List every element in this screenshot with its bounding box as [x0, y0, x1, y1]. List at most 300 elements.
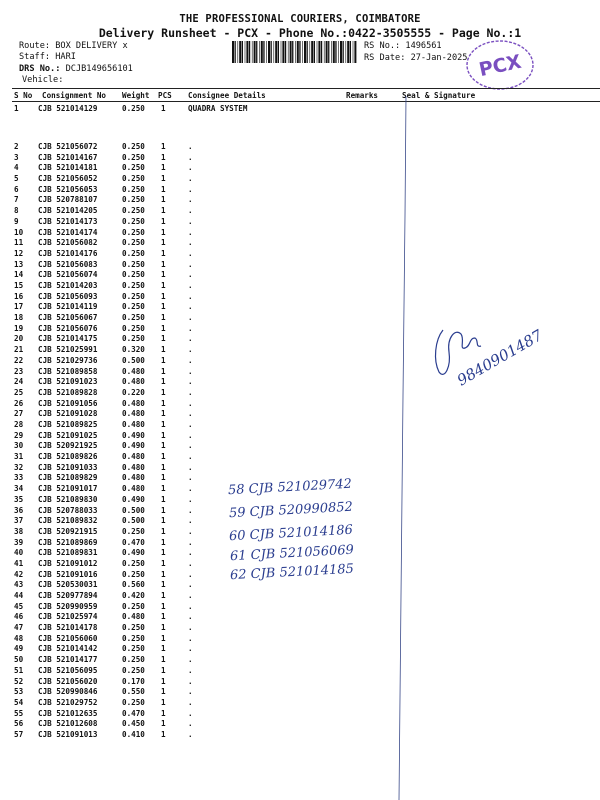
- cell-sno: 48: [14, 633, 24, 643]
- cell-consignment-no: CJB 521014129: [38, 104, 98, 113]
- cell-weight: 0.470: [122, 537, 145, 547]
- cell-weight: 0.250: [122, 174, 145, 184]
- cell-sno: 44: [14, 591, 24, 600]
- cell-weight: 0.500: [122, 355, 145, 365]
- cell-consignee: .: [188, 313, 193, 322]
- cell-weight: 0.480: [122, 409, 145, 419]
- cell-pcs: 1: [161, 174, 166, 184]
- cell-weight: 0.250: [122, 302, 145, 312]
- cell-sno: 50: [14, 655, 24, 665]
- cell-consignee: .: [188, 697, 193, 707]
- runsheet-subtitle: Delivery Runsheet - PCX - Phone No.:0422-3505555 - Page No.:1: [98, 26, 522, 40]
- cell-pcs: 1: [161, 633, 166, 643]
- cell-consignment-no: CJB 521025974: [38, 612, 98, 622]
- cell-pcs: 1: [161, 281, 166, 290]
- cell-sno: 24: [14, 377, 24, 387]
- cell-pcs: 1: [161, 152, 166, 162]
- cell-consignee: .: [188, 537, 193, 547]
- cell-sno: 6: [14, 184, 19, 194]
- cell-pcs: 1: [161, 142, 166, 151]
- cell-weight: 0.560: [122, 580, 145, 590]
- cell-consignment-no: CJB 521014177: [38, 655, 98, 665]
- cell-consignee: .: [188, 473, 193, 483]
- cell-consignment-no: CJB 521056020: [38, 676, 98, 686]
- signature-number: 9840901487: [454, 326, 546, 390]
- cell-pcs: 1: [161, 409, 166, 419]
- cell-sno: 53: [14, 687, 24, 697]
- cell-sno: 22: [14, 355, 24, 365]
- handwritten-entry: 58 CJB 521029742: [227, 476, 353, 499]
- cell-weight: 0.480: [122, 473, 145, 483]
- cell-consignment-no: CJB 520977894: [38, 591, 98, 600]
- pcx-stamp: [462, 35, 538, 95]
- cell-sno: 2: [14, 142, 19, 151]
- cell-sno: 28: [14, 419, 24, 429]
- cell-pcs: 1: [161, 387, 166, 397]
- cell-sno: 54: [14, 697, 24, 707]
- cell-pcs: 1: [161, 676, 166, 686]
- cell-weight: 0.250: [122, 569, 145, 579]
- cell-weight: 0.250: [122, 184, 145, 194]
- cell-consignment-no: CJB 521014176: [38, 248, 98, 258]
- cell-consignee: .: [188, 302, 193, 312]
- cell-consignment-no: CJB 521056052: [38, 174, 98, 184]
- cell-consignment-no: CJB 521014174: [38, 227, 98, 237]
- cell-consignment-no: CJB 521089828: [38, 387, 98, 397]
- cell-weight: 0.480: [122, 484, 145, 494]
- cell-consignee: .: [188, 569, 193, 579]
- cell-pcs: 1: [161, 104, 166, 113]
- cell-consignment-no: CJB 521056074: [38, 270, 98, 280]
- cell-consignment-no: CJB 521089826: [38, 452, 98, 461]
- cell-sno: 34: [14, 484, 24, 494]
- cell-consignment-no: CJB 521091013: [38, 729, 98, 739]
- cell-weight: 0.250: [122, 601, 145, 611]
- cell-pcs: 1: [161, 516, 166, 526]
- cell-sno: 11: [14, 238, 24, 248]
- cell-consignment-no: CJB 521056082: [38, 238, 98, 248]
- cell-sno: 19: [14, 323, 24, 333]
- cell-consignment-no: CJB 520788107: [38, 195, 98, 205]
- cell-sno: 26: [14, 398, 24, 408]
- cell-consignee: .: [188, 377, 193, 387]
- col-consignee: Consignee Details: [188, 91, 266, 100]
- cell-weight: 0.490: [122, 494, 145, 504]
- cell-sno: 17: [14, 302, 24, 312]
- cell-sno: 30: [14, 441, 24, 451]
- cell-sno: 21: [14, 345, 24, 355]
- cell-consignment-no: CJB 521091028: [38, 409, 98, 419]
- barcode-image: [232, 41, 358, 63]
- cell-weight: 0.490: [122, 430, 145, 440]
- cell-consignment-no: CJB 521012635: [38, 708, 98, 718]
- cell-consignee: .: [188, 462, 193, 472]
- cell-weight: 0.250: [122, 558, 145, 568]
- cell-weight: 0.250: [122, 323, 145, 333]
- cell-sno: 37: [14, 516, 24, 526]
- cell-consignee: .: [188, 484, 193, 494]
- cell-pcs: 1: [161, 548, 166, 558]
- cell-consignee: .: [188, 281, 193, 290]
- cell-weight: 0.250: [122, 259, 145, 269]
- cell-pcs: 1: [161, 355, 166, 365]
- cell-consignment-no: CJB 521014181: [38, 163, 98, 173]
- cell-consignment-no: CJB 521056067: [38, 313, 98, 322]
- cell-consignment-no: CJB 521014173: [38, 216, 98, 226]
- cell-pcs: 1: [161, 270, 166, 280]
- cell-consignment-no: CJB 520788033: [38, 505, 98, 515]
- cell-consignment-no: CJB 521014178: [38, 623, 98, 632]
- cell-consignee: .: [188, 142, 193, 151]
- cell-weight: 0.250: [122, 665, 145, 675]
- cell-weight: 0.500: [122, 516, 145, 526]
- stamp-text: PCX: [477, 50, 524, 82]
- cell-pcs: 1: [161, 655, 166, 665]
- handwritten-entry: 60 CJB 521014186: [228, 522, 354, 545]
- cell-consignment-no: CJB 521025991: [38, 345, 98, 355]
- cell-consignee: .: [188, 355, 193, 365]
- cell-sno: 43: [14, 580, 24, 590]
- cell-weight: 0.250: [122, 216, 145, 226]
- cell-consignee: .: [188, 238, 193, 248]
- cell-consignee: .: [188, 184, 193, 194]
- cell-pcs: 1: [161, 163, 166, 173]
- cell-pcs: 1: [161, 452, 166, 461]
- cell-weight: 0.250: [122, 270, 145, 280]
- cell-pcs: 1: [161, 419, 166, 429]
- cell-pcs: 1: [161, 334, 166, 344]
- cell-consignment-no: CJB 521014167: [38, 152, 98, 162]
- cell-pcs: 1: [161, 323, 166, 333]
- drs-value: DCJB149656101: [65, 64, 133, 74]
- receiver-signature: [425, 300, 565, 390]
- cell-sno: 7: [14, 195, 19, 205]
- cell-consignee: .: [188, 270, 193, 280]
- cell-sno: 55: [14, 708, 24, 718]
- cell-consignment-no: CJB 521014119: [38, 302, 98, 312]
- cell-pcs: 1: [161, 591, 166, 600]
- cell-pcs: 1: [161, 313, 166, 322]
- cell-consignee: .: [188, 216, 193, 226]
- cell-sno: 4: [14, 163, 19, 173]
- cell-consignee: .: [188, 419, 193, 429]
- cell-weight: 0.250: [122, 238, 145, 248]
- cell-consignee: .: [188, 152, 193, 162]
- cell-weight: 0.250: [122, 334, 145, 344]
- cell-pcs: 1: [161, 569, 166, 579]
- vehicle-text: Vehicle:: [22, 75, 64, 85]
- cell-consignment-no: CJB 521091033: [38, 462, 98, 472]
- cell-weight: 0.250: [122, 152, 145, 162]
- cell-pcs: 1: [161, 697, 166, 707]
- cell-sno: 15: [14, 281, 24, 290]
- cell-weight: 0.490: [122, 548, 145, 558]
- cell-consignment-no: CJB 521014203: [38, 281, 98, 290]
- cell-consignee: .: [188, 708, 193, 718]
- cell-sno: 18: [14, 313, 24, 322]
- cell-sno: 16: [14, 291, 24, 301]
- cell-consignee: .: [188, 558, 193, 568]
- cell-weight: 0.250: [122, 281, 145, 290]
- cell-sno: 41: [14, 558, 24, 568]
- cell-pcs: 1: [161, 537, 166, 547]
- cell-consignment-no: CJB 521056083: [38, 259, 98, 269]
- cell-consignment-no: CJB 521056060: [38, 633, 98, 643]
- cell-consignee: .: [188, 441, 193, 451]
- col-weight: Weight: [122, 91, 150, 100]
- cell-consignment-no: CJB 521012608: [38, 719, 98, 729]
- cell-consignee: .: [188, 259, 193, 269]
- cell-consignment-no: CJB 521091012: [38, 558, 98, 568]
- cell-pcs: 1: [161, 377, 166, 387]
- col-seal-signature: Seal & Signature: [402, 91, 476, 100]
- cell-pcs: 1: [161, 473, 166, 483]
- cell-weight: 0.250: [122, 655, 145, 665]
- cell-pcs: 1: [161, 601, 166, 611]
- cell-consignment-no: CJB 521091016: [38, 569, 98, 579]
- cell-consignee: QUADRA SYSTEM: [188, 104, 248, 113]
- handwritten-entry: 59 CJB 520990852: [228, 499, 353, 522]
- cell-weight: 0.480: [122, 377, 145, 387]
- cell-pcs: 1: [161, 259, 166, 269]
- cell-consignee: .: [188, 248, 193, 258]
- route-text: Route: BOX DELIVERY x: [19, 41, 128, 51]
- cell-sno: 33: [14, 473, 24, 483]
- cell-sno: 56: [14, 719, 24, 729]
- cell-pcs: 1: [161, 430, 166, 440]
- cell-consignee: .: [188, 409, 193, 419]
- cell-weight: 0.320: [122, 345, 145, 355]
- cell-sno: 10: [14, 227, 24, 237]
- cell-consignment-no: CJB 521029736: [38, 355, 98, 365]
- cell-consignment-no: CJB 521091056: [38, 398, 98, 408]
- cell-consignee: .: [188, 163, 193, 173]
- cell-sno: 52: [14, 676, 24, 686]
- staff-text: Staff: HARI: [19, 52, 76, 62]
- cell-weight: 0.420: [122, 591, 145, 600]
- cell-pcs: 1: [161, 665, 166, 675]
- cell-consignment-no: CJB 521091023: [38, 377, 98, 387]
- cell-pcs: 1: [161, 623, 166, 632]
- cell-weight: 0.480: [122, 419, 145, 429]
- cell-weight: 0.470: [122, 708, 145, 718]
- cell-pcs: 1: [161, 526, 166, 536]
- cell-sno: 29: [14, 430, 24, 440]
- cell-consignment-no: CJB 520921915: [38, 526, 98, 536]
- cell-consignee: .: [188, 505, 193, 515]
- cell-sno: 51: [14, 665, 24, 675]
- cell-sno: 49: [14, 644, 24, 654]
- cell-pcs: 1: [161, 462, 166, 472]
- cell-consignment-no: CJB 521014142: [38, 644, 98, 654]
- cell-consignee: .: [188, 623, 193, 632]
- rs-number: RS No.: 1496561: [364, 41, 442, 51]
- cell-pcs: 1: [161, 580, 166, 590]
- cell-weight: 0.220: [122, 387, 145, 397]
- cell-consignment-no: CJB 521089858: [38, 366, 98, 376]
- cell-consignee: .: [188, 580, 193, 590]
- col-sno: S No: [14, 91, 33, 100]
- cell-consignee: .: [188, 633, 193, 643]
- cell-consignee: .: [188, 729, 193, 739]
- cell-pcs: 1: [161, 206, 166, 216]
- cell-consignment-no: CJB 520921925: [38, 441, 98, 451]
- cell-consignee: .: [188, 227, 193, 237]
- cell-consignment-no: CJB 521014205: [38, 206, 98, 216]
- cell-consignee: .: [188, 345, 193, 355]
- cell-consignment-no: CJB 521014175: [38, 334, 98, 344]
- cell-sno: 1: [14, 104, 19, 113]
- cell-sno: 36: [14, 505, 24, 515]
- cell-pcs: 1: [161, 729, 166, 739]
- cell-pcs: 1: [161, 612, 166, 622]
- col-consignment: Consignment No: [42, 91, 107, 100]
- cell-weight: 0.250: [122, 104, 145, 113]
- cell-consignee: .: [188, 719, 193, 729]
- cell-consignment-no: CJB 521056053: [38, 184, 98, 194]
- cell-consignee: .: [188, 526, 193, 536]
- cell-consignment-no: CJB 520990959: [38, 601, 98, 611]
- cell-sno: 3: [14, 152, 19, 162]
- cell-consignee: .: [188, 366, 193, 376]
- header-rule-top: [12, 88, 600, 89]
- cell-sno: 32: [14, 462, 24, 472]
- cell-consignment-no: CJB 521056076: [38, 323, 98, 333]
- cell-weight: 0.250: [122, 623, 145, 632]
- cell-sno: 25: [14, 387, 24, 397]
- cell-consignee: .: [188, 665, 193, 675]
- cell-consignee: .: [188, 494, 193, 504]
- cell-pcs: 1: [161, 366, 166, 376]
- cell-pcs: 1: [161, 291, 166, 301]
- cell-consignee: .: [188, 398, 193, 408]
- cell-consignment-no: CJB 521091025: [38, 430, 98, 440]
- cell-consignee: .: [188, 291, 193, 301]
- cell-consignee: .: [188, 687, 193, 697]
- cell-consignment-no: CJB 520990846: [38, 687, 98, 697]
- cell-sno: 57: [14, 729, 24, 739]
- cell-sno: 45: [14, 601, 24, 611]
- cell-pcs: 1: [161, 494, 166, 504]
- rs-date: RS Date: 27-Jan-2025: [364, 53, 468, 63]
- cell-weight: 0.410: [122, 729, 145, 739]
- cell-sno: 12: [14, 248, 24, 258]
- cell-consignment-no: CJB 521056093: [38, 291, 98, 301]
- cell-pcs: 1: [161, 687, 166, 697]
- cell-pcs: 1: [161, 238, 166, 248]
- cell-sno: 39: [14, 537, 24, 547]
- cell-weight: 0.170: [122, 676, 145, 686]
- cell-weight: 0.480: [122, 452, 145, 461]
- cell-weight: 0.480: [122, 366, 145, 376]
- cell-consignee: .: [188, 387, 193, 397]
- cell-consignment-no: CJB 521089832: [38, 516, 98, 526]
- cell-sno: 31: [14, 452, 24, 461]
- cell-weight: 0.250: [122, 633, 145, 643]
- signature-column-line: [396, 96, 412, 800]
- cell-pcs: 1: [161, 345, 166, 355]
- cell-pcs: 1: [161, 558, 166, 568]
- cell-sno: 42: [14, 569, 24, 579]
- cell-pcs: 1: [161, 644, 166, 654]
- cell-sno: 5: [14, 174, 19, 184]
- cell-weight: 0.250: [122, 291, 145, 301]
- cell-pcs: 1: [161, 441, 166, 451]
- cell-sno: 9: [14, 216, 19, 226]
- cell-pcs: 1: [161, 227, 166, 237]
- cell-consignee: .: [188, 612, 193, 622]
- cell-sno: 46: [14, 612, 24, 622]
- cell-sno: 13: [14, 259, 24, 269]
- cell-consignee: .: [188, 548, 193, 558]
- cell-weight: 0.500: [122, 505, 145, 515]
- cell-consignee: .: [188, 644, 193, 654]
- cell-consignee: .: [188, 334, 193, 344]
- cell-consignment-no: CJB 521056095: [38, 665, 98, 675]
- cell-consignment-no: CJB 521056072: [38, 142, 98, 151]
- cell-pcs: 1: [161, 398, 166, 408]
- cell-consignment-no: CJB 521089869: [38, 537, 98, 547]
- cell-weight: 0.250: [122, 142, 145, 151]
- cell-consignee: .: [188, 452, 193, 461]
- cell-sno: 20: [14, 334, 24, 344]
- col-pcs: PCS: [158, 91, 172, 100]
- cell-weight: 0.250: [122, 195, 145, 205]
- cell-pcs: 1: [161, 505, 166, 515]
- drs-label: DRS No.:: [19, 64, 61, 74]
- cell-consignee: .: [188, 676, 193, 686]
- header-rule-bottom: [12, 101, 600, 102]
- cell-consignment-no: CJB 520530031: [38, 580, 98, 590]
- cell-weight: 0.250: [122, 526, 145, 536]
- cell-consignee: .: [188, 516, 193, 526]
- cell-consignment-no: CJB 521089830: [38, 494, 98, 504]
- cell-weight: 0.250: [122, 313, 145, 322]
- cell-consignee: .: [188, 601, 193, 611]
- cell-pcs: 1: [161, 184, 166, 194]
- cell-sno: 14: [14, 270, 24, 280]
- cell-weight: 0.250: [122, 644, 145, 654]
- drs-number: [19, 64, 133, 75]
- cell-weight: 0.250: [122, 227, 145, 237]
- cell-pcs: 1: [161, 708, 166, 718]
- handwritten-entry: 62 CJB 521014185: [229, 561, 355, 584]
- cell-consignment-no: CJB 521091017: [38, 484, 98, 494]
- cell-sno: 8: [14, 206, 19, 216]
- cell-consignee: .: [188, 206, 193, 216]
- cell-weight: 0.250: [122, 163, 145, 173]
- cell-pcs: 1: [161, 302, 166, 312]
- cell-weight: 0.250: [122, 248, 145, 258]
- company-title: THE PROFESSIONAL COURIERS, COIMBATORE: [179, 13, 421, 25]
- cell-consignee: .: [188, 591, 193, 600]
- col-remarks: Remarks: [346, 91, 379, 100]
- cell-consignee: .: [188, 430, 193, 440]
- cell-consignment-no: CJB 521089831: [38, 548, 98, 558]
- cell-consignment-no: CJB 521029752: [38, 697, 98, 707]
- cell-sno: 27: [14, 409, 24, 419]
- cell-sno: 35: [14, 494, 24, 504]
- cell-sno: 23: [14, 366, 24, 376]
- cell-consignee: .: [188, 174, 193, 184]
- cell-pcs: 1: [161, 216, 166, 226]
- cell-sno: 40: [14, 548, 24, 558]
- cell-pcs: 1: [161, 484, 166, 494]
- cell-consignee: .: [188, 195, 193, 205]
- cell-weight: 0.480: [122, 398, 145, 408]
- cell-weight: 0.450: [122, 719, 145, 729]
- cell-pcs: 1: [161, 719, 166, 729]
